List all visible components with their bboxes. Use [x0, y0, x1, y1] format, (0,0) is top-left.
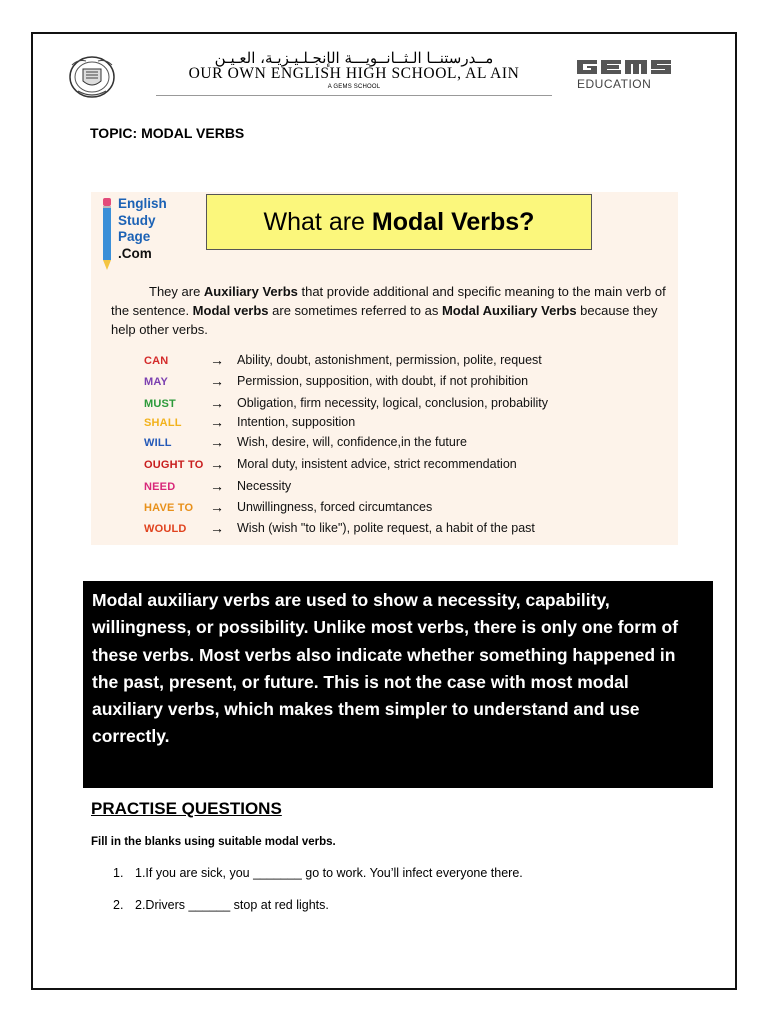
topic-heading: TOPIC: MODAL VERBS [90, 125, 245, 141]
modal-row [91, 499, 678, 519]
modal-description: Moral duty, insistent advice, strict recommendation [237, 457, 517, 471]
title-part-1: What are [263, 208, 372, 236]
school-name-block [156, 50, 552, 98]
intro-bold: Modal Auxiliary Verbs [441, 303, 577, 318]
modal-description: Ability, doubt, astonishment, permission, polite, request [237, 353, 542, 367]
modal-row [91, 520, 678, 540]
modal-row [91, 352, 678, 372]
gems-logo [577, 60, 673, 74]
modal-word: WOULD [144, 523, 187, 535]
school-name-english: OUR OWN ENGLISH HIGH SCHOOL, AL AIN [188, 65, 520, 82]
modal-description: Intention, supposition [237, 415, 356, 429]
modal-row [91, 478, 678, 498]
modal-word: MAY [144, 376, 169, 388]
school-name-arabic: مــدرستنــا الـثــانــويـــة الإنجـلـيـزيـة، العـيـن [214, 49, 494, 67]
arrow-icon: → [210, 434, 224, 450]
arrow-icon: → [210, 373, 224, 389]
modal-description: Permission, supposition, with doubt, if not prohibition [237, 374, 529, 388]
modal-verbs-infographic [91, 192, 678, 545]
arrow-icon: → [210, 499, 224, 515]
practise-questions-heading: PRACTISE QUESTIONS [91, 799, 282, 818]
modal-word: NEED [144, 481, 176, 493]
modal-description: Wish, desire, will, confidence,in the future [237, 435, 467, 449]
brand-line: .Com [118, 245, 152, 261]
brand-line: Page [118, 229, 151, 244]
modal-row [91, 414, 678, 434]
modal-description: Wish (wish "to like"), polite request, a habit of the past [237, 521, 535, 535]
pencil-icon [103, 198, 111, 270]
intro-text: because they help other verbs. [111, 303, 658, 337]
modal-word: CAN [144, 355, 169, 367]
arrow-icon: → [210, 414, 224, 430]
school-subtitle: A GEMS SCHOOL [327, 84, 381, 90]
arrow-icon: → [210, 456, 224, 472]
modal-row [91, 395, 678, 415]
question-text: 2.Drivers ______ stop at red lights. [135, 898, 329, 912]
explanation-text: Modal auxiliary verbs are used to show a necessity, capability, willingness, or possibility. Unlike most verbs, there is only one form of these verbs. Most verbs also indicate whether something happened in the past, present, or future. This is not the case with most modal auxiliary verbs, which makes them simpler to understand and use correctly. [92, 590, 679, 747]
modal-description: Necessity [237, 479, 292, 493]
question-text: 1.If you are sick, you _______ go to work. You’ll infect everyone there. [135, 866, 523, 880]
modal-description: Obligation, firm necessity, logical, conclusion, probability [237, 396, 549, 410]
question-item [113, 866, 523, 898]
modal-word: MUST [144, 398, 176, 410]
intro-text: that provide additional and specific meaning to the main verb of the sentence. [111, 284, 666, 318]
infographic-title [206, 194, 592, 250]
modal-word: WILL [144, 437, 172, 449]
intro-text: are sometimes referred to as [268, 303, 442, 318]
instruction-text: Fill in the blanks using suitable modal verbs. [91, 836, 336, 848]
brand-line: English [118, 196, 167, 211]
question-number: 1. [113, 866, 124, 880]
modal-word: OUGHT TO [144, 459, 204, 471]
question-item [113, 898, 523, 930]
intro-bold: Modal verbs [192, 303, 269, 318]
brand-line: Study [118, 212, 156, 228]
modal-description: Unwillingness, forced circumtances [237, 500, 433, 514]
arrow-icon: → [210, 478, 224, 494]
modal-row [91, 434, 678, 454]
intro-text: They are [149, 284, 204, 299]
intro-paragraph [111, 282, 667, 339]
modal-row [91, 373, 678, 393]
question-list [113, 866, 523, 930]
arrow-icon: → [210, 520, 224, 536]
modal-word: SHALL [144, 417, 182, 429]
title-part-2: Modal Verbs? [371, 208, 535, 236]
modal-word: HAVE TO [144, 502, 194, 514]
intro-bold: Auxiliary Verbs [203, 284, 298, 299]
question-number: 2. [113, 898, 124, 912]
english-study-page-brand [118, 196, 167, 262]
explanation-box [83, 581, 713, 788]
header-divider [156, 95, 552, 96]
arrow-icon: → [210, 352, 224, 368]
gems-education-label: EDUCATION [577, 77, 652, 91]
arrow-icon: → [210, 395, 224, 411]
school-crest-logo [68, 55, 116, 99]
modal-row [91, 456, 678, 476]
